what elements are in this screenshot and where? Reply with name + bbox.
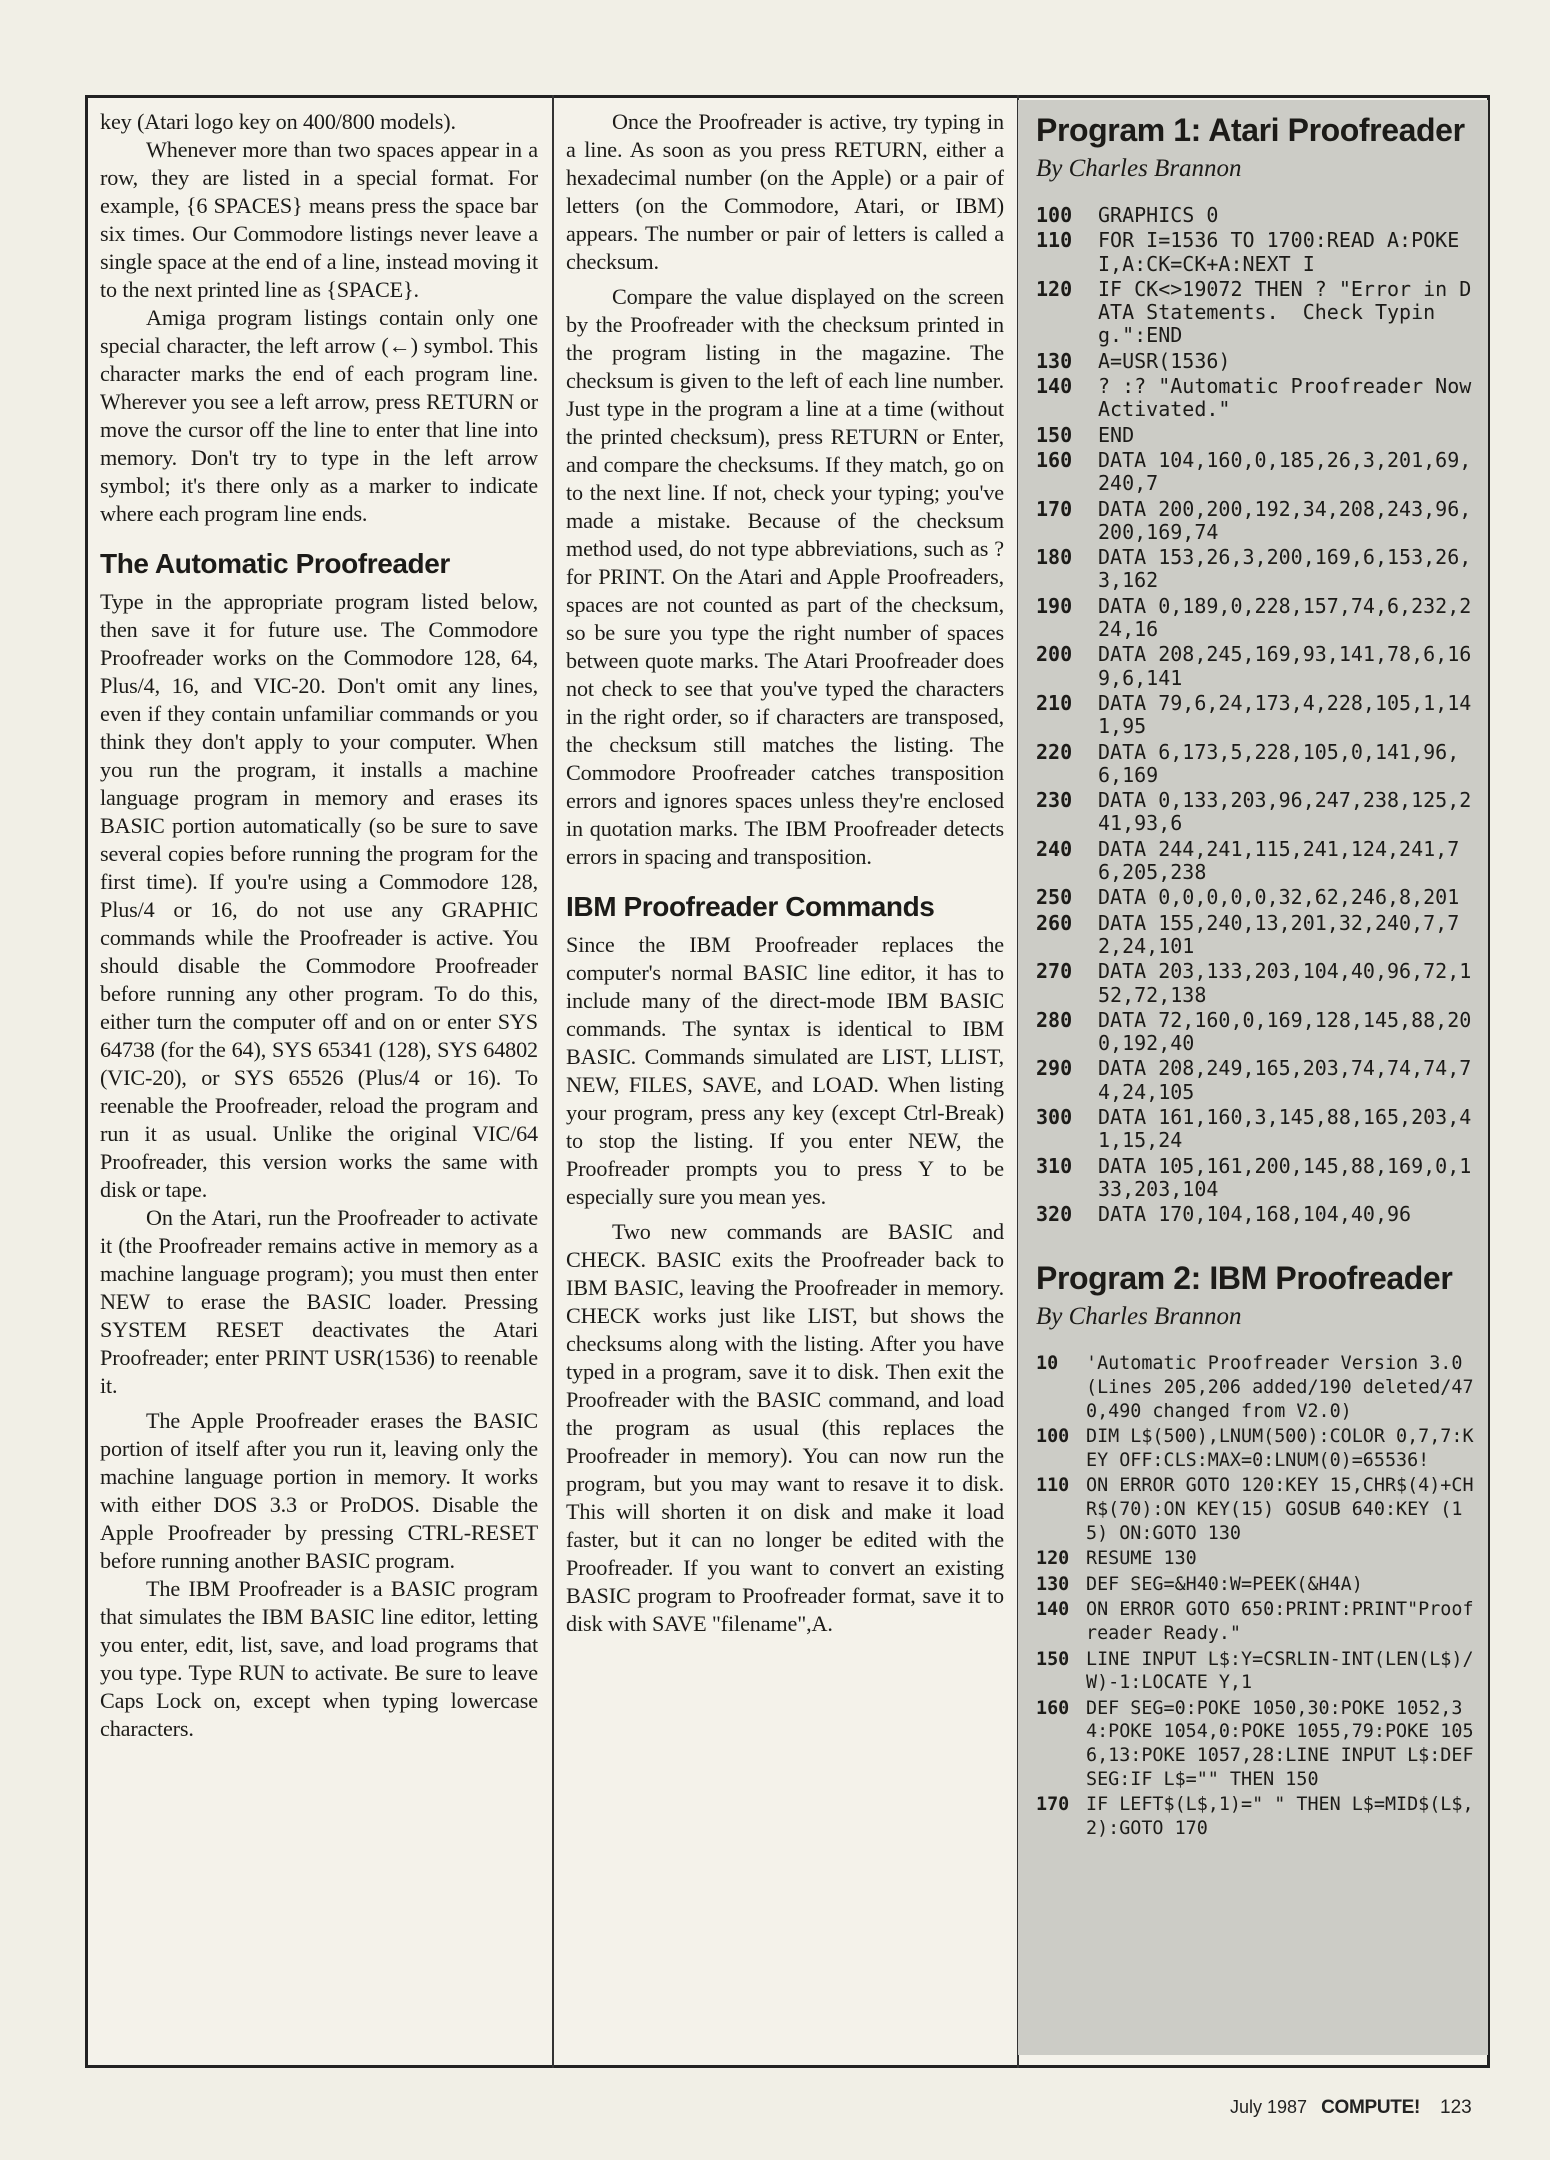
column-left bbox=[100, 108, 538, 1743]
line-code: 'Automatic Proofreader Version 3.0 (Lines 205,206 added/190 deleted/470,490 changed from V2.0) bbox=[1086, 1353, 1474, 1422]
line-code: A=USR(1536) bbox=[1098, 348, 1231, 373]
line-number: 150 bbox=[1036, 422, 1073, 447]
line-number: 190 bbox=[1036, 593, 1073, 618]
line-number: 10 bbox=[1036, 1353, 1059, 1375]
code-line bbox=[1036, 1155, 1488, 1202]
column-middle bbox=[566, 108, 1004, 1638]
line-number: 170 bbox=[1036, 1794, 1070, 1816]
code-line bbox=[1036, 912, 1488, 959]
line-code: DATA 208,245,169,93,141,78,6,169,6,141 bbox=[1098, 642, 1472, 690]
code-line bbox=[1036, 838, 1488, 885]
paragraph: Two new commands are BASIC and CHECK. BASIC exits the Proofreader back to IBM BASIC, leaving the Proofreader in memory. CHECK works just like LIST, but shows the checksums along with the listing. After you have typed in a program, save it to disk. Then exit the Proofreader with the BASIC command, and load the program as usual (this replaces the Proofreader in memory). You can now run the program, but you may want to resave it to disk. This will shorten it on disk and make it load faster, but it can no longer be edited with the Proofreader. If you want to convert an existing BASIC program to Proofreader format, save it to disk with SAVE "filename",A. bbox=[566, 1219, 1004, 1636]
line-number: 180 bbox=[1036, 545, 1073, 570]
code-line bbox=[1036, 498, 1488, 545]
line-number: 170 bbox=[1036, 496, 1073, 521]
line-number: 120 bbox=[1036, 1548, 1070, 1570]
paragraph: Once the Proofreader is active, try typing in a line. As soon as you press RETURN, either a hexadecimal number (on the Apple) or a pair of letters (on the Commodore, Atari, or IBM) appears. The number or pair of letters is called a checksum. bbox=[566, 109, 1004, 274]
line-number: 160 bbox=[1036, 447, 1073, 472]
line-number: 250 bbox=[1036, 885, 1073, 910]
page-number: 123 bbox=[1440, 2097, 1472, 2118]
program2-listing bbox=[1036, 1352, 1488, 1840]
line-code: END bbox=[1098, 422, 1135, 447]
section-heading-automatic-proofreader: The Automatic Proofreader bbox=[100, 548, 450, 579]
line-code: DATA 6,173,5,228,105,0,141,96,6,169 bbox=[1098, 739, 1460, 787]
line-number: 100 bbox=[1036, 1426, 1070, 1448]
code-line bbox=[1036, 1009, 1488, 1056]
code-line bbox=[1036, 595, 1488, 642]
line-number: 280 bbox=[1036, 1007, 1073, 1032]
paragraph: key (Atari logo key on 400/800 models). bbox=[100, 109, 456, 134]
line-code: DATA 161,160,3,145,88,165,203,41,15,24 bbox=[1098, 1104, 1472, 1153]
code-line bbox=[1036, 1697, 1488, 1791]
line-code: DATA 200,200,192,34,208,243,96,200,169,74 bbox=[1098, 496, 1472, 544]
section-heading-ibm-commands: IBM Proofreader Commands bbox=[566, 891, 935, 922]
line-code: IF CK<>19072 THEN ? "Error in DATA Statements. Check Typing.":END bbox=[1098, 276, 1472, 348]
program1-byline: By Charles Brannon bbox=[1036, 155, 1242, 182]
program2-title: Program 2: IBM Proofreader bbox=[1036, 1260, 1453, 1297]
code-line bbox=[1036, 1106, 1488, 1153]
code-line bbox=[1036, 789, 1488, 836]
line-number: 320 bbox=[1036, 1202, 1073, 1227]
line-number: 150 bbox=[1036, 1648, 1070, 1670]
code-line bbox=[1036, 1573, 1488, 1597]
code-line bbox=[1036, 375, 1488, 422]
page-footer bbox=[1230, 2097, 1472, 2119]
code-line bbox=[1036, 692, 1488, 739]
paragraph: Whenever more than two spaces appear in a row, they are listed in a special format. For example, {6 SPACES} means press the space bar six times. Our Commodore listings never leave a single space at the end of a line, instead moving it to the next printed line as {SPACE}. bbox=[100, 137, 538, 302]
line-number: 200 bbox=[1036, 642, 1073, 667]
code-line bbox=[1036, 204, 1488, 227]
line-number: 160 bbox=[1036, 1697, 1070, 1719]
column-rule-1 bbox=[552, 95, 554, 2068]
line-code: DATA 79,6,24,173,4,228,105,1,141,95 bbox=[1098, 690, 1472, 739]
code-line bbox=[1036, 1057, 1488, 1104]
line-number: 210 bbox=[1036, 690, 1073, 715]
line-number: 240 bbox=[1036, 836, 1073, 861]
line-number: 300 bbox=[1036, 1104, 1073, 1129]
line-number: 230 bbox=[1036, 788, 1073, 813]
line-code: DIM L$(500),LNUM(500):COLOR 0,7,7:KEY OFF:CLS:MAX=0:LNUM(0)=65536! bbox=[1086, 1426, 1474, 1471]
paragraph: Since the IBM Proofreader replaces the computer's normal BASIC line editor, it has to include many of the direct-mode IBM BASIC commands. The syntax is identical to IBM BASIC. Commands simulated are LIST, LLIST, NEW, FILES, SAVE, and LOAD. When listing your program, press any key (except Ctrl-Break) to stop the listing. If you enter NEW, the Proofreader prompts you to press Y to be especially sure you mean yes. bbox=[566, 932, 1004, 1209]
line-code: DEF SEG=0:POKE 1050,30:POKE 1052,34:POKE 1054,0:POKE 1055,79:POKE 1056,13:POKE 1057,28:LINE INPUT L$:DEF SEG:IF L$="" THEN 150 bbox=[1086, 1697, 1485, 1790]
line-number: 130 bbox=[1036, 1573, 1070, 1595]
line-code: DATA 170,104,168,104,40,96 bbox=[1098, 1202, 1412, 1227]
line-code: ON ERROR GOTO 650:PRINT:PRINT"Proofreader Ready." bbox=[1086, 1599, 1474, 1644]
line-code: DATA 155,240,13,201,32,240,7,72,24,101 bbox=[1098, 910, 1460, 958]
code-line bbox=[1036, 1598, 1488, 1645]
line-number: 290 bbox=[1036, 1056, 1073, 1081]
column-listings bbox=[1018, 100, 1488, 2055]
code-line bbox=[1036, 1547, 1488, 1571]
line-number: 270 bbox=[1036, 959, 1073, 984]
code-line bbox=[1036, 1352, 1488, 1423]
paragraph: Amiga program listings contain only one special character, the left arrow (←) symbol. This character marks the end of each program line. Wherever you see a left arrow, press RETURN or move the cursor off the line to enter that line into memory. Don't try to type in the left arrow symbol; it's there only as a marker to indicate where each program line ends. bbox=[100, 305, 538, 526]
paragraph: Compare the value displayed on the screen by the Proofreader with the checksum printed in the program listing in the magazine. The checksum is given to the left of each line number. Just type in the program a line at a time (without the printed checksum), press RETURN or Enter, and compare the checksums. If they match, go on to the next line. If not, check your typing; you've made a mistake. Because of the checksum method used, do not type abbreviations, such as ? for PRINT. On the Atari and Apple Proofreaders, spaces are not counted as part of the checksum, so be sure you type the right number of spaces between quote marks. The Atari Proofreader does not check to see that you've typed the characters in the right order, so if characters are transposed, the checksum still matches the listing. The Commodore Proofreader catches transposition errors and ignores spaces unless they're enclosed in quotation marks. The IBM Proofreader detects errors in spacing and transposition. bbox=[566, 284, 1004, 869]
line-code: GRAPHICS 0 bbox=[1098, 203, 1219, 227]
line-code: LINE INPUT L$:Y=CSRLIN-INT(LEN(L$)/W)-1:LOCATE Y,1 bbox=[1086, 1648, 1474, 1694]
paragraph: Type in the appropriate program listed below, then save it for future use. The Commodore Proofreader works on the Commodore 128, 64, Plus/4, 16, and VIC-20. Don't omit any lines, even if they contain unfamiliar commands or you think they don't apply to your computer. When you run the program, it installs a machine language program in memory and erases its BASIC portion automatically (so be sure to save several copies before running the program for the first time). If you're using a Commodore 128, Plus/4 or 16, do not use any GRAPHIC commands while the Proofreader is active. You should disable the Commodore Proofreader before running any other program. To do this, either turn the computer off and on or enter SYS 64738 (for the 64), SYS 65341 (128), SYS 64802 (VIC-20), or SYS 65526 (Plus/4 or 16). To reenable the Proofreader, reload the program and run it as usual. Unlike the original VIC/64 Proofreader, this version works the same with disk or tape. bbox=[100, 589, 538, 1202]
line-code: RESUME 130 bbox=[1086, 1548, 1197, 1570]
code-line bbox=[1036, 278, 1488, 348]
line-code: IF LEFT$(L$,1)=" " THEN L$=MID$(L$,2):GOTO 170 bbox=[1086, 1794, 1474, 1839]
code-line bbox=[1036, 350, 1488, 373]
code-line bbox=[1036, 1474, 1488, 1545]
footer-date: July 1987 bbox=[1230, 2097, 1308, 2117]
paragraph: The Apple Proofreader erases the BASIC portion of itself after you run it, leaving only the machine language portion in memory. It works with either DOS 3.3 or ProDOS. Disable the Apple Proofreader by pressing CTRL-RESET before running another BASIC program. bbox=[100, 1408, 538, 1573]
line-number: 110 bbox=[1036, 1475, 1070, 1497]
code-line bbox=[1036, 1203, 1488, 1226]
line-number: 100 bbox=[1036, 203, 1073, 227]
line-code: DATA 105,161,200,145,88,169,0,133,203,104 bbox=[1098, 1153, 1472, 1201]
paragraph: On the Atari, run the Proofreader to activate it (the Proofreader remains active in memory as a machine language program); you must then enter NEW to erase the BASIC loader. Pressing SYSTEM RESET deactivates the Atari Proofreader; enter PRINT USR(1536) to reenable it. bbox=[100, 1205, 538, 1398]
line-number: 120 bbox=[1036, 276, 1073, 301]
line-number: 130 bbox=[1036, 348, 1073, 373]
line-code: DEF SEG=&H40:W=PEEK(&H4A) bbox=[1086, 1573, 1363, 1595]
code-line bbox=[1036, 960, 1488, 1007]
code-line bbox=[1036, 546, 1488, 593]
code-line bbox=[1036, 229, 1488, 276]
program1-title: Program 1: Atari Proofreader bbox=[1036, 112, 1465, 148]
line-number: 140 bbox=[1036, 1599, 1070, 1621]
code-line bbox=[1036, 886, 1488, 909]
code-line bbox=[1036, 1793, 1488, 1840]
footer-magazine: COMPUTE! bbox=[1321, 2097, 1420, 2118]
code-line bbox=[1036, 424, 1488, 447]
line-code: DATA 72,160,0,169,128,145,88,200,192,40 bbox=[1098, 1007, 1472, 1056]
line-code: DATA 104,160,0,185,26,3,201,69,240,7 bbox=[1098, 447, 1472, 496]
line-code: DATA 0,133,203,96,247,238,125,241,93,6 bbox=[1098, 788, 1472, 836]
code-line bbox=[1036, 643, 1488, 690]
program1-listing bbox=[1036, 204, 1488, 1226]
program2-byline: By Charles Brannon bbox=[1036, 1303, 1242, 1331]
line-code: DATA 0,0,0,0,0,32,62,246,8,201 bbox=[1098, 885, 1460, 910]
code-line bbox=[1036, 741, 1488, 788]
line-number: 260 bbox=[1036, 910, 1073, 935]
line-code: DATA 153,26,3,200,169,6,153,26,3,162 bbox=[1098, 545, 1472, 593]
code-line bbox=[1036, 1648, 1488, 1695]
line-code: DATA 244,241,115,241,124,241,76,205,238 bbox=[1098, 836, 1460, 885]
line-code: ? :? "Automatic Proofreader Now Activated." bbox=[1098, 374, 1484, 422]
paragraph: The IBM Proofreader is a BASIC program that simulates the IBM BASIC line editor, letting you enter, edit, list, save, and load programs that you type. Type RUN to activate. Be sure to leave Caps Lock on, except when typing lowercase characters. bbox=[100, 1576, 538, 1741]
code-line bbox=[1036, 449, 1488, 496]
line-number: 110 bbox=[1036, 228, 1073, 253]
line-number: 310 bbox=[1036, 1153, 1073, 1178]
line-code: FOR I=1536 TO 1700:READ A:POKE I,A:CK=CK+A:NEXT I bbox=[1098, 228, 1472, 276]
line-number: 220 bbox=[1036, 739, 1073, 764]
line-code: DATA 203,133,203,104,40,96,72,152,72,138 bbox=[1098, 959, 1472, 1007]
line-code: ON ERROR GOTO 120:KEY 15,CHR$(4)+CHR$(70):ON KEY(15) GOSUB 640:KEY (15) ON:GOTO 130 bbox=[1086, 1475, 1474, 1544]
code-line bbox=[1036, 1425, 1488, 1472]
line-number: 140 bbox=[1036, 374, 1073, 399]
line-code: DATA 208,249,165,203,74,74,74,74,24,105 bbox=[1098, 1056, 1472, 1104]
line-code: DATA 0,189,0,228,157,74,6,232,224,16 bbox=[1098, 593, 1472, 642]
